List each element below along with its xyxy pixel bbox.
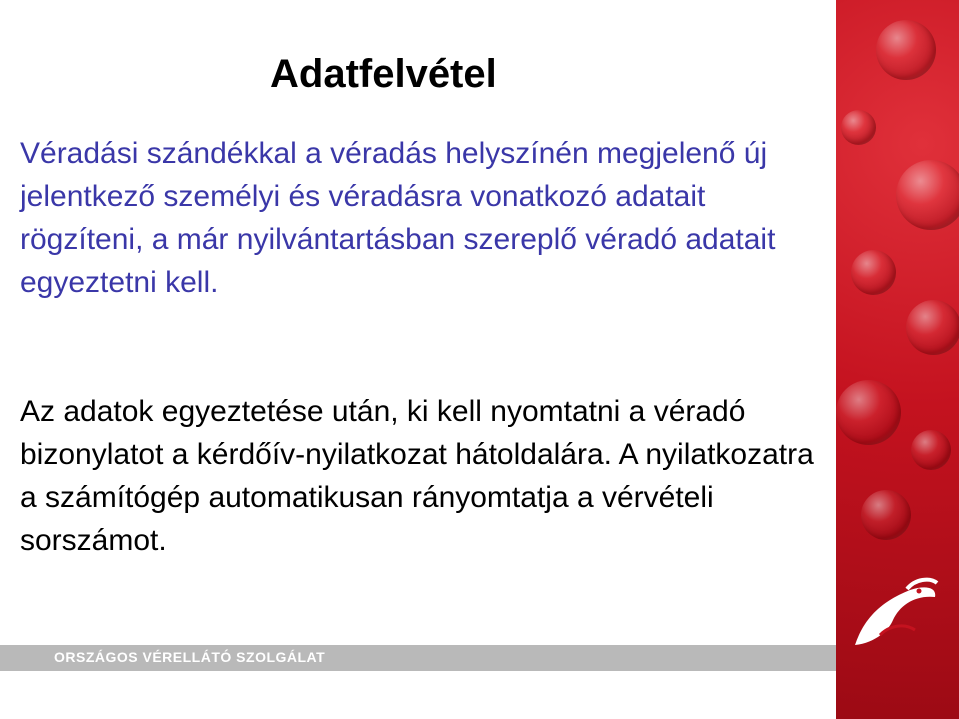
footer-organization: ORSZÁGOS VÉRELLÁTÓ SZOLGÁLAT: [54, 649, 326, 665]
slide-title: Adatfelvétel: [270, 52, 497, 96]
paragraph-intro: Véradási szándékkal a véradás helyszínén megjelenő új jelentkező személyi és véradásra vonatkozó adatait rögzíteni, a már nyilvántartásban szereplő véradó adatait egyeztetni kell.: [20, 137, 776, 299]
paragraph-details: Az adatok egyeztetése után, ki kell nyomtatni a véradó bizonylatot a kérdőív-nyilatkozat hátoldalára. A nyilatkozatra a számítógép automatikusan rányomtatja a vérvételi sorszámot.: [20, 395, 814, 557]
pelican-logo-icon: [845, 575, 940, 655]
